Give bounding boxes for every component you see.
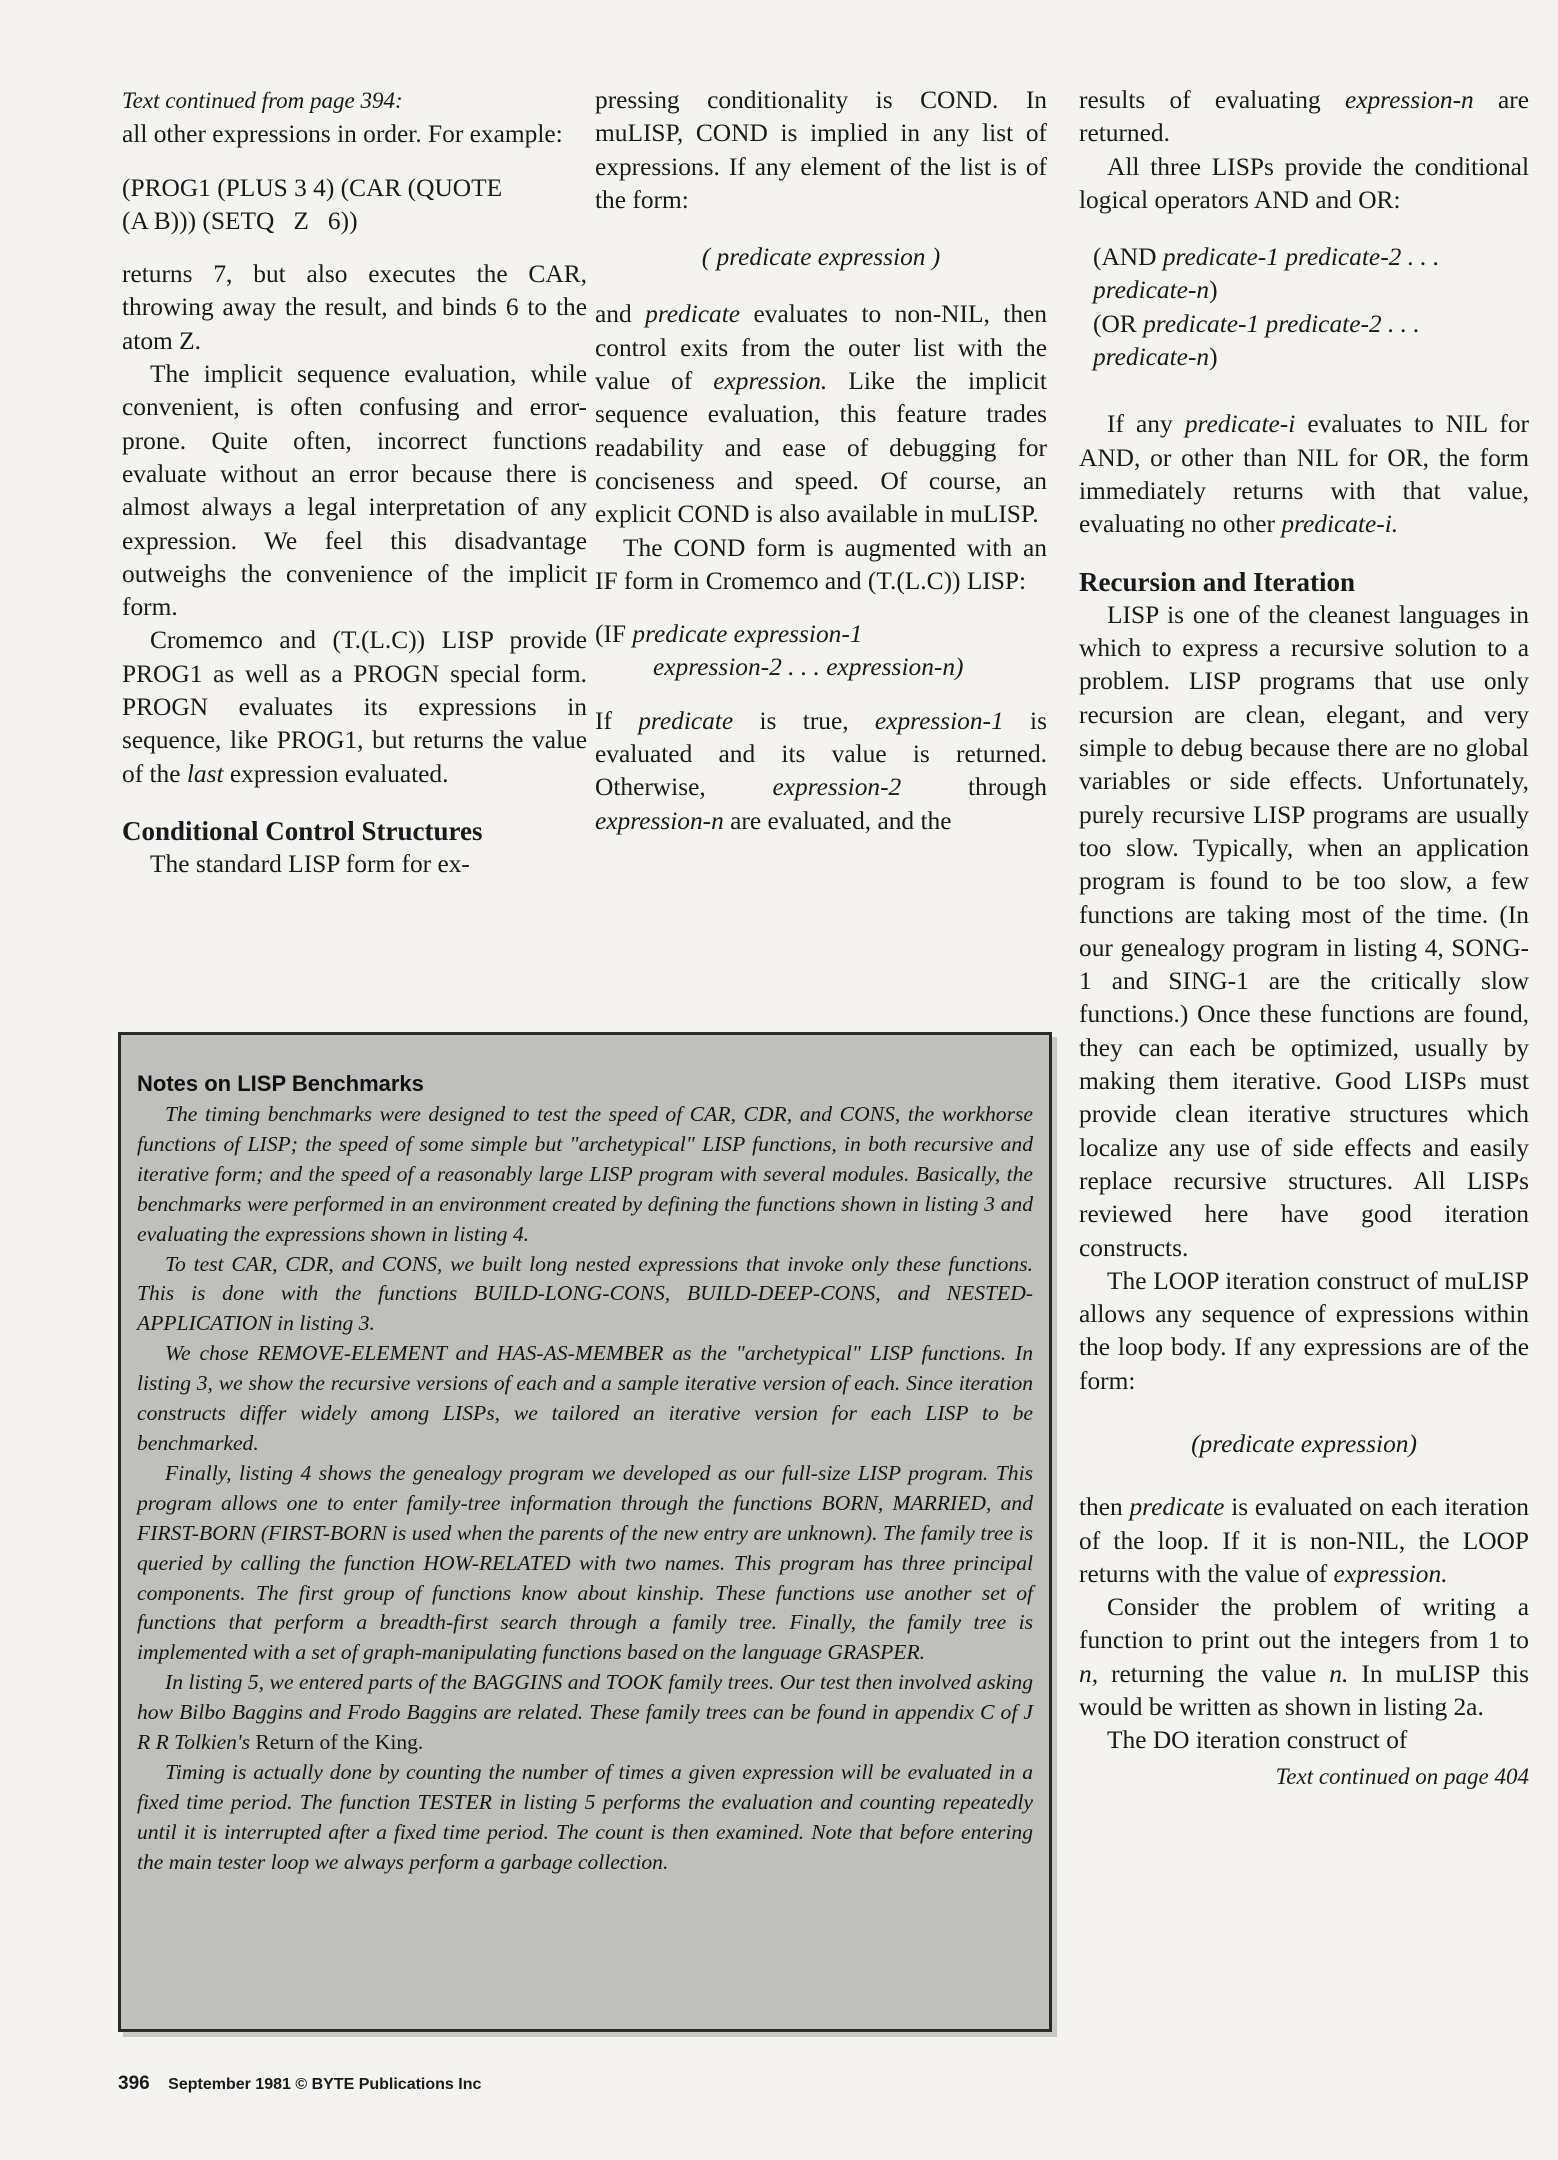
paragraph: The LOOP iteration construct of muLISP allows any sequence of expressions within the loop body. If any expressions are of the form: <box>1079 1266 1529 1395</box>
paragraph: then predicate is evaluated on each iteration of the loop. If it is non-NIL, the LOOP returns with the value of expression. <box>1079 1493 1529 1588</box>
code-line: ( predicate expression ) <box>701 243 941 272</box>
code-example <box>1093 241 1529 374</box>
sidebar-paragraph: We chose REMOVE-ELEMENT and HAS-AS-MEMBER as the "archetypical" LISP functions. In listing 3, we show the recursive versions of each and a sample iterative version of each. Since iteration constructs differ widely among LISPs, we tailored an iterative version for each LISP to be benchmarked. <box>137 1341 1033 1455</box>
section-heading: Recursion and Iteration <box>1079 566 1355 597</box>
code-example <box>1079 1428 1529 1461</box>
paragraph: Cromemco and (T.(L.C)) LISP provide PROG1 as well as a PROGN special form. PROGN evaluates its expressions in sequence, like PROG1, but returns the value of the last expression evaluated. <box>122 626 587 788</box>
sidebar-paragraph: In listing 5, we entered parts of the BAGGINS and TOOK family trees. Our test then involved asking how Bilbo Baggins and Frodo Baggins are related. These family trees can be found in appendix C of J R R Tolkien's Return of the King. <box>137 1670 1033 1755</box>
sidebar-paragraph: Timing is actually done by counting the number of times a given expression will be evaluated in a fixed time period. The function TESTER in listing 5 performs the evaluation and counting repeatedly until it is interrupted after a fixed time period. The count is then examined. Note that before entering the main tester loop we always perform a garbage collection. <box>137 1759 1033 1874</box>
code-line: (AND predicate-1 predicate-2 . . . <box>1093 243 1440 272</box>
continued-to-note: Text continued on page 404 <box>1275 1763 1529 1789</box>
paragraph: LISP is one of the cleanest languages in which to express a recursive solution to a problem. LISP programs that use only recursion are clean, elegant, and very simple to debug because there are no global variables or side effects. Unfortunately, purely recursive LISP programs are usually too slow. Typically, when an application program is found to be too slow, a few functions are taking most of the time. (In our genealogy program in listing 4, SONG-1 and SING-1 are the critically slow functions.) Once these functions are found, they can each be optimized, usually by making them iterative. Good LISPs must provide clean iterative structures which localize any use of side effects and easily replace recursive structures. All LISPs reviewed here have good iteration constructs. <box>1079 600 1529 1262</box>
code-example <box>595 241 1047 274</box>
paragraph: all other expressions in order. For example: <box>122 120 563 149</box>
paragraph: and predicate evaluates to non-NIL, then control exits from the outer list with the value of expression. Like the implicit sequence evaluation, this feature trades readability and ease of debugging for conciseness and speed. Of course, an explicit COND is also available in muLISP. <box>595 300 1047 529</box>
page-footer <box>118 2073 481 2095</box>
sidebar-paragraph: To test CAR, CDR, and CONS, we built long nested expressions that invoke only these functions. This is done with the functions BUILD-LONG-CONS, BUILD-DEEP-CONS, and NESTED-APPLICATION in listing 3. <box>137 1251 1033 1336</box>
code-line: (IF predicate expression-1 <box>595 620 863 649</box>
section-heading: Conditional Control Structures <box>122 815 483 846</box>
code-line: predicate-n) <box>1093 276 1218 305</box>
paragraph: The DO iteration construct of <box>1107 1726 1408 1755</box>
sidebar-title: Notes on LISP Benchmarks <box>137 1071 424 1096</box>
code-line: expression-2 . . . expression-n) <box>653 653 964 682</box>
sidebar-box <box>118 1032 1052 2032</box>
paragraph: The COND form is augmented with an IF form in Cromemco and (T.(L.C)) LISP: <box>595 533 1047 595</box>
code-example <box>595 618 1047 685</box>
paragraph: The standard LISP form for ex- <box>150 850 470 879</box>
paragraph: returns 7, but also executes the CAR, throwing away the result, and binds 6 to the atom Z. <box>122 260 587 355</box>
code-line: predicate-n) <box>1093 343 1218 372</box>
continued-from-note: Text continued from page 394: <box>122 88 403 113</box>
sidebar-paragraph: The timing benchmarks were designed to test the speed of CAR, CDR, and CONS, the workhorse functions of LISP; the speed of some simple but "archetypical" LISP functions, in both recursive and iterative form; and the speed of a reasonably large LISP program with several modules. Basically, the benchmarks were performed in an environment created by defining the functions shown in listing 3 and evaluating the expressions shown in listing 4. <box>137 1102 1033 1246</box>
paragraph: If any predicate-i evaluates to NIL for AND, or other than NIL for OR, the form immediately returns with that value, evaluating no other predicate-i. <box>1079 410 1529 539</box>
paragraph: If predicate is true, expression-1 is evaluated and its value is returned. Otherwise, expression-2 through expression-n are evaluated, and the <box>595 706 1047 835</box>
text-column-3 <box>1079 84 1529 1793</box>
paragraph: Consider the problem of writing a function to print out the integers from 1 to n, returning the value n. In muLISP this would be written as shown in listing 2a. <box>1079 1593 1529 1722</box>
code-line: (OR predicate-1 predicate-2 . . . <box>1093 309 1420 338</box>
text-column-2 <box>595 84 1047 838</box>
text-column-1 <box>122 84 587 882</box>
sidebar-paragraph: Finally, listing 4 shows the genealogy program we developed as our full-size LISP program. This program allows one to enter family-tree information through the functions BORN, MARRIED, and FIRST-BORN (FIRST-BORN is used when the parents of the new entry are unknown). The family tree is queried by calling the function HOW-RELATED with two names. This program has three principal components. The first group of functions know about kinship. These functions use another set of functions that perform a breadth-first search through a family tree. Finally, the family tree is implemented with a set of graph-manipulating functions based on the language GRASPER. <box>137 1460 1033 1665</box>
paragraph: The implicit sequence evaluation, while convenient, is often confusing and error-prone. Quite often, incorrect functions evaluate without an error because there is almost always a legal interpretation of any expression. We feel this disadvantage outweighs the convenience of the implicit form. <box>122 360 587 622</box>
code-line: (A B))) (SETQ Z 6)) <box>122 206 358 235</box>
code-line: (predicate expression) <box>1191 1429 1417 1458</box>
paragraph: results of evaluating expression-n are returned. <box>1079 86 1529 148</box>
code-line: (PROG1 (PLUS 3 4) (CAR (QUOTE <box>122 173 503 202</box>
footer-credit: September 1981 © BYTE Publications Inc <box>168 2076 482 2093</box>
paragraph: All three LISPs provide the conditional logical operators AND and OR: <box>1079 152 1529 214</box>
code-example <box>122 172 587 239</box>
paragraph: pressing conditionality is COND. In muLISP, COND is implied in any list of expressions. If any element of the list is of the form: <box>595 86 1047 214</box>
page-number: 396 <box>118 2073 150 2094</box>
